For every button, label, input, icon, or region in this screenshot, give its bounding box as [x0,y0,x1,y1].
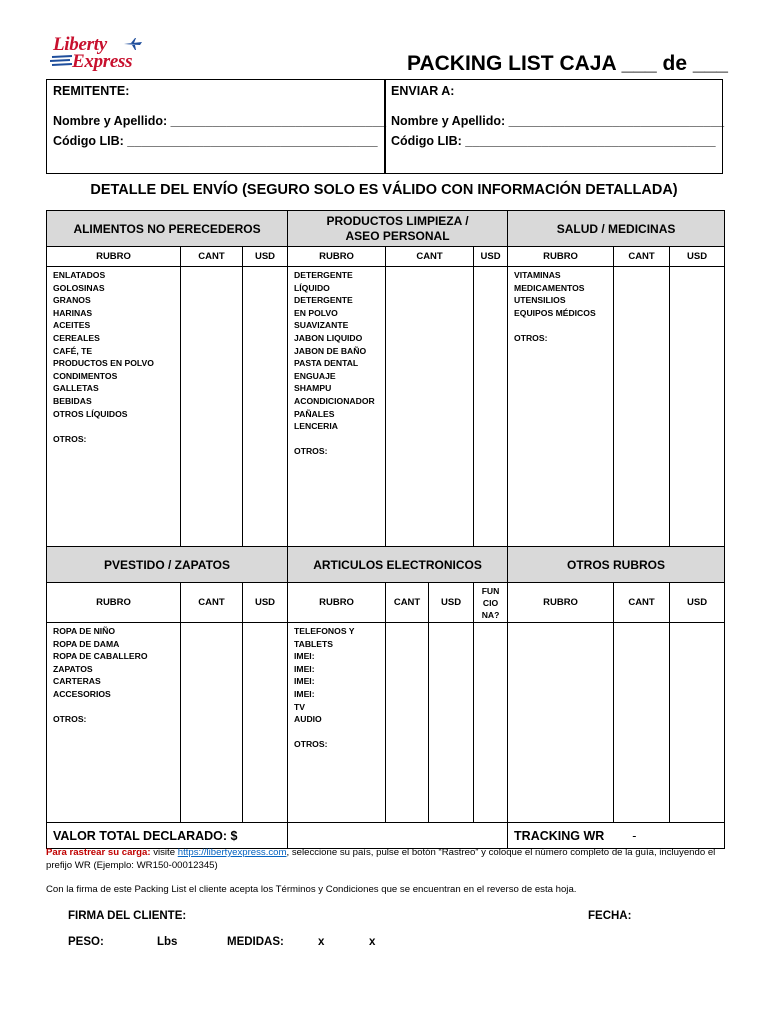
col-cant: CANT [614,247,670,267]
category-clothing: PVESTIDO / ZAPATOS [47,547,288,583]
food-cant-cell[interactable] [181,267,243,547]
list-item: OTROS: [294,446,328,457]
list-item: DETERGENTE [294,270,353,280]
list-item: LÍQUIDO [294,282,330,293]
col-rubro: RUBRO [47,583,181,623]
category-other: OTROS RUBROS [508,547,725,583]
list-item: GOLOSINAS [53,282,105,293]
list-item: TV [294,701,306,712]
electronics-funciona-cell[interactable] [474,623,508,823]
section-title: DETALLE DEL ENVÍO (SEGURO SOLO ES VÁLIDO CON INFORMACIÓN DETALLADA) [90,182,678,198]
electronics-cant-cell[interactable] [386,623,429,823]
clothing-items [47,623,181,823]
col-cant: CANT [614,583,670,623]
measures-label[interactable]: MEDIDAS: [227,936,284,948]
list-item: BEBIDAS [53,395,92,406]
list-item: OTROS: [53,433,87,444]
list-item: HARINAS [53,307,93,318]
recipient-box [384,79,723,174]
sender-code-field[interactable]: Código LIB: ____________________________________ [53,134,378,148]
other-cant-cell[interactable] [614,623,670,823]
list-item [53,701,180,714]
col-usd: USD [474,247,508,267]
category-electronics: ARTICULOS ELECTRONICOS [288,547,508,583]
category-health: SALUD / MEDICINAS [508,211,725,247]
clothing-usd-cell[interactable] [243,623,288,823]
list-item: CEREALES [53,332,100,343]
list-item: JABON DE BAÑO [294,345,367,356]
list-item: CAFÉ, TE [53,345,93,356]
list-item: EN POLVO [294,307,338,318]
list-item: OTROS: [53,714,87,725]
list-item: AUDIO [294,714,322,725]
col-cant: CANT [181,583,243,623]
list-item: IMEI: [294,663,315,674]
document-title: PACKING LIST CAJA ___ de ___ [407,52,728,75]
list-item: UTENSILIOS [514,295,566,306]
col-cant: CANT [386,247,474,267]
col-rubro: RUBRO [508,247,614,267]
cleaning-usd-cell[interactable] [474,267,508,547]
col-cant: CANT [386,583,429,623]
list-item: IMEI: [294,651,315,662]
tracking-note [46,846,726,872]
list-item: CARTERAS [53,676,101,687]
list-item: ACEITES [53,320,91,331]
list-item: SHAMPU [294,383,332,394]
liberty-express-link[interactable]: https://libertyexpress.com [177,847,287,858]
col-rubro: RUBRO [288,247,386,267]
list-item: OTROS: [514,332,548,343]
clothing-cant-cell[interactable] [181,623,243,823]
col-rubro: RUBRO [508,583,614,623]
list-item: JABON LIQUIDO [294,332,363,343]
list-item: LENCERIA [294,421,338,432]
food-items [47,267,181,547]
cleaning-items [288,267,386,547]
list-item: OTROS LÍQUIDOS [53,408,128,419]
list-item: ENLATADOS [53,270,106,280]
list-item: ZAPATOS [53,663,93,674]
terms-note: Con la firma de este Packing List el cliente acepta los Términos y Condiciones que se encuentran en el reverso de esta hoja. [46,884,577,895]
sender-heading: REMITENTE: [53,84,130,98]
list-item: ROPA DE NIÑO [53,626,116,636]
col-funciona: FUN CIO NA? [474,583,508,623]
col-usd: USD [429,583,474,623]
col-cant: CANT [181,247,243,267]
list-item [294,726,385,739]
list-item: ACONDICIONADOR [294,395,375,406]
logo-line-2: Express [72,51,133,72]
list-item: ENGUAJE [294,370,336,381]
liberty-express-logo [50,34,160,74]
list-item [294,433,385,446]
col-usd: USD [243,247,288,267]
declared-value-blank[interactable] [288,823,508,849]
client-signature-label[interactable]: FIRMA DEL CLIENTE: [68,910,187,922]
logo-line-1: Liberty [53,34,107,55]
list-item: GRANOS [53,295,91,306]
recipient-code-field[interactable]: Código LIB: ____________________________________ [391,134,716,148]
list-item [53,420,180,433]
tracking-note-text: visite [150,847,178,858]
declared-value-field[interactable]: VALOR TOTAL DECLARADO: $ [47,823,288,849]
list-item: PRODUCTOS EN POLVO [53,358,154,369]
cleaning-cant-cell[interactable] [386,267,474,547]
category-cleaning: PRODUCTOS LIMPIEZA / ASEO PERSONAL [288,211,508,247]
list-item: MEDICAMENTOS [514,282,585,293]
list-item: DETERGENTE [294,295,353,306]
list-item: ROPA DE DAMA [53,638,120,649]
col-rubro: RUBRO [288,583,386,623]
category-food: ALIMENTOS NO PERECEDEROS [47,211,288,247]
date-label[interactable]: FECHA: [588,910,632,922]
tracking-note-label: Para rastrear su carga: [46,847,151,858]
health-items [508,267,614,547]
electronics-usd-cell[interactable] [429,623,474,823]
list-item: EQUIPOS MÉDICOS [514,307,596,318]
col-rubro: RUBRO [47,247,181,267]
col-usd: USD [670,247,725,267]
weight-label[interactable]: PESO: [68,936,104,948]
list-item: SUAVIZANTE [294,320,349,331]
list-item [514,319,613,332]
other-usd-cell[interactable] [670,623,725,823]
measure-x-1: x [318,936,325,948]
shipment-detail-table [46,210,725,849]
speed-lines-icon [50,54,74,68]
list-item: TELEFONOS Y [294,626,355,636]
measure-x-2: x [369,936,376,948]
list-item: PASTA DENTAL [294,358,359,369]
list-item: CONDIMENTOS [53,370,118,381]
health-usd-cell[interactable] [670,267,725,547]
sender-name-field[interactable]: Nombre y Apellido: _______________________________ [53,114,387,128]
lbs-label: Lbs [157,936,178,948]
list-item: ROPA DE CABALLERO [53,651,148,662]
recipient-name-field[interactable]: Nombre y Apellido: _______________________________ [391,114,725,128]
list-item: VITAMINAS [514,270,561,280]
list-item: IMEI: [294,676,315,687]
health-cant-cell[interactable] [614,267,670,547]
airplane-icon [123,37,143,51]
list-item: ACCESORIOS [53,688,111,699]
tracking-field[interactable]: TRACKING WR - [508,823,725,849]
col-usd: USD [243,583,288,623]
food-usd-cell[interactable] [243,267,288,547]
electronics-items [288,623,386,823]
list-item: TABLETS [294,638,334,649]
recipient-heading: ENVIAR A: [391,84,455,98]
list-item: IMEI: [294,688,315,699]
list-item: OTROS: [294,739,328,750]
other-items [508,623,614,823]
list-item: GALLETAS [53,383,99,394]
col-usd: USD [670,583,725,623]
sender-box [46,79,386,174]
list-item: PAÑALES [294,408,335,419]
tracking-note-instructions: , seleccione su país, pulse el botón “Rastreo” y coloque el número completo de la guía, incluyendo el prefijo WR (Ejemplo: WR150-00012345) [46,847,716,871]
